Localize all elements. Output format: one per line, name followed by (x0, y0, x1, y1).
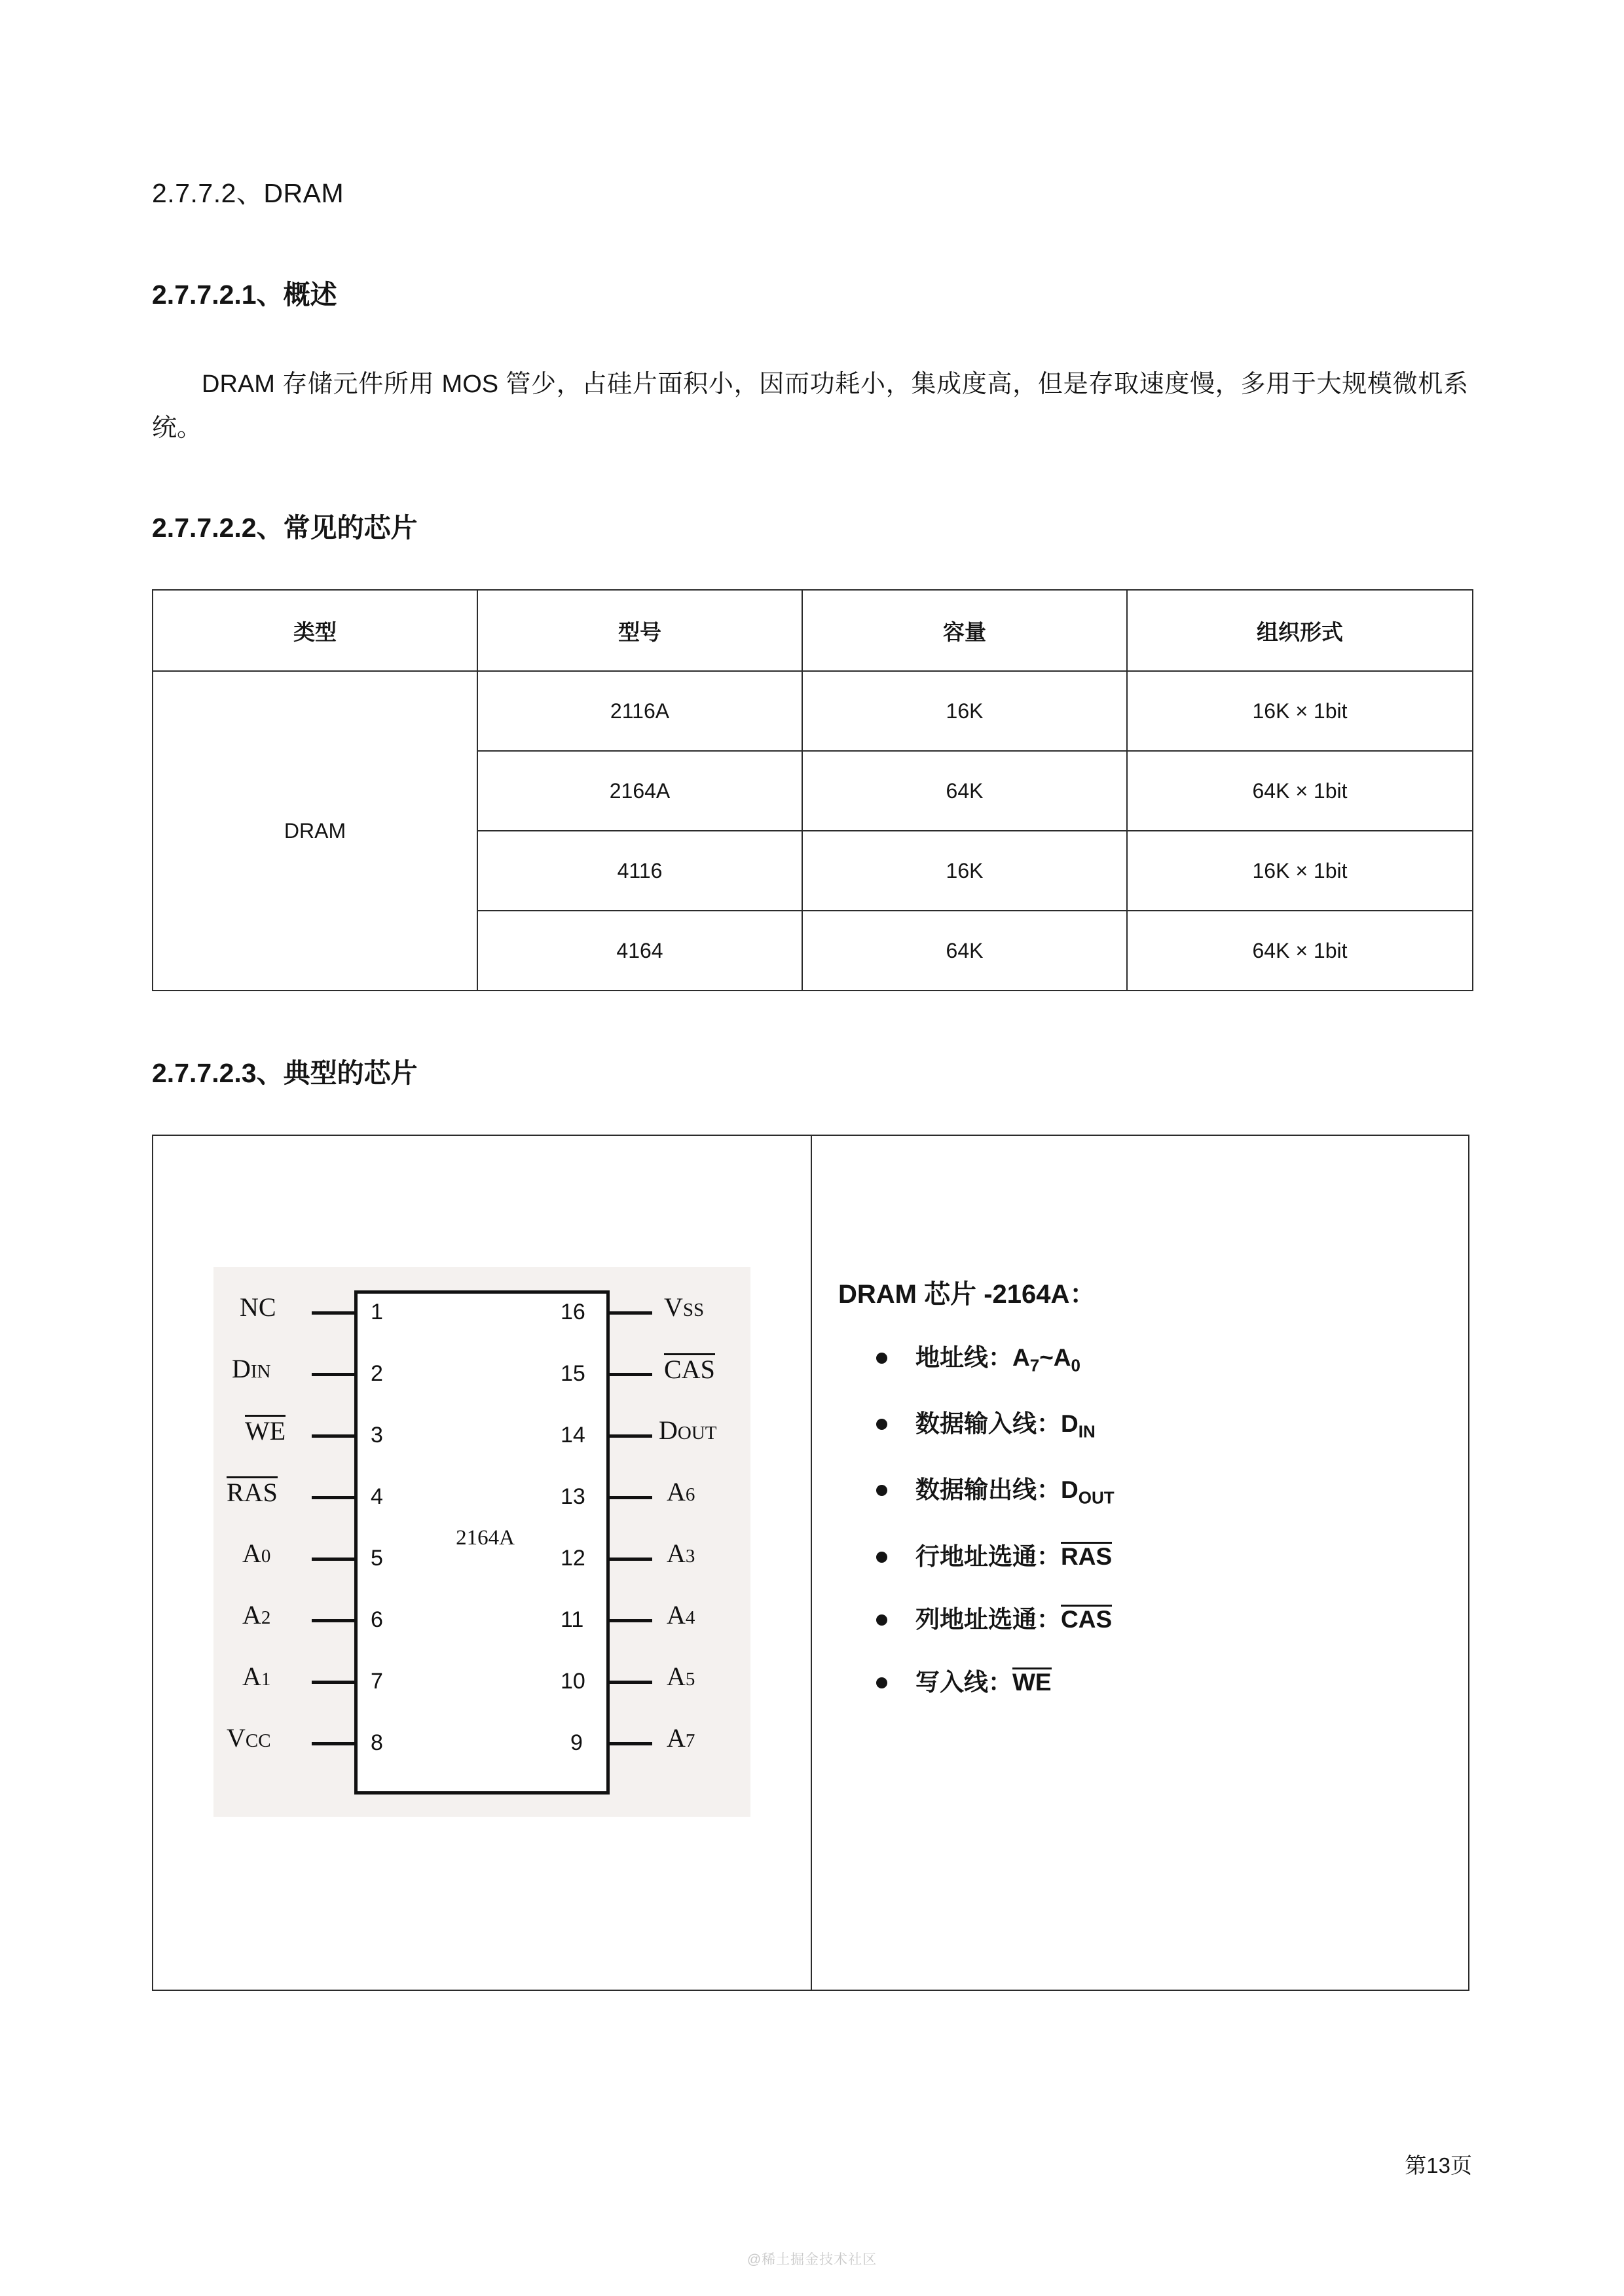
pin-lead-right-15 (606, 1373, 652, 1376)
pin-lead-right-9 (606, 1742, 652, 1745)
cell-model: 4164 (477, 911, 802, 991)
heading-typical-chips: 2.7.7.2.3、典型的芯片 (152, 1058, 418, 1088)
list-item-row-strobe: 行地址选通：RAS (838, 1541, 1468, 1573)
pin-number-2: 2 (371, 1361, 383, 1386)
bullet-dot-icon (876, 1485, 887, 1496)
list-item-col-strobe: 列地址选通：CAS (838, 1604, 1468, 1635)
bullet-dot-icon (876, 1614, 887, 1626)
cell-capacity: 64K (802, 751, 1127, 831)
page-content (152, 0, 1472, 1991)
pin-number-16: 16 (561, 1300, 585, 1324)
pin-number-7: 7 (371, 1669, 383, 1694)
cell-organization: 16K × 1bit (1127, 671, 1473, 751)
cell-organization: 16K × 1bit (1127, 831, 1473, 911)
bullet-dot-icon (876, 1552, 887, 1563)
pin-label-ras: RAS (227, 1478, 278, 1507)
pin-label-vss: VSS (664, 1292, 705, 1322)
cell-organization: 64K × 1bit (1127, 751, 1473, 831)
pin-lead-right-16 (606, 1311, 652, 1315)
table-header-row (153, 590, 1473, 671)
bullet-dot-icon (876, 1419, 887, 1430)
heading-common-chips: 2.7.7.2.2、常见的芯片 (152, 513, 418, 543)
watermark: @稀土掘金技术社区 (747, 2252, 877, 2267)
pin-label-cas: CAS (664, 1355, 715, 1384)
pin-label-din: DIN (232, 1354, 271, 1383)
cell-capacity: 16K (802, 831, 1127, 911)
bullet-dot-icon (876, 1353, 887, 1364)
figure-description-panel (812, 1136, 1468, 1990)
pin-lead-left-5 (312, 1558, 358, 1561)
pin-label-a2: A2 (242, 1600, 271, 1630)
pin-number-10: 10 (561, 1669, 585, 1694)
overview-paragraph (152, 363, 1468, 450)
overview-paragraph-text: DRAM 存储元件所用 MOS 管少，占硅片面积小，因而功耗小，集成度高，但是存取速度慢，多用于大规模微机系统。 (152, 371, 1468, 442)
cell-model: 4116 (477, 831, 802, 911)
list-item-data-output: 数据输出线：$D_{OUT}$ (838, 1474, 1468, 1509)
pin-number-9: 9 (570, 1730, 583, 1755)
list-item-data-input: 数据输入线：$D_{IN}$ (838, 1408, 1468, 1443)
page-number: 第13页 (1405, 2153, 1472, 2178)
pin-label-a4: A4 (667, 1600, 695, 1630)
figure-box (152, 1135, 1469, 1991)
pin-lead-left-4 (312, 1496, 358, 1499)
column-header-type: 类型 (153, 590, 477, 671)
pin-number-14: 14 (561, 1423, 585, 1448)
pin-label-a5: A5 (667, 1662, 695, 1691)
pin-lead-right-13 (606, 1496, 652, 1499)
pin-number-5: 5 (371, 1546, 383, 1571)
pin-number-13: 13 (561, 1484, 585, 1509)
pin-label-dout: DOUT (659, 1415, 717, 1445)
figure-title: DRAM 芯片 -2164A： (838, 1280, 1096, 1309)
pin-label-vcc: VCC (227, 1723, 271, 1753)
pin-number-15: 15 (561, 1361, 585, 1386)
pin-lead-left-2 (312, 1373, 358, 1376)
cell-organization: 64K × 1bit (1127, 911, 1473, 991)
column-header-model: 型号 (477, 590, 802, 671)
heading-dram: 2.7.7.2、DRAM (152, 178, 344, 208)
pin-number-8: 8 (371, 1730, 383, 1755)
list-item-write-line: 写入线：WE (838, 1667, 1468, 1698)
pin-lead-right-14 (606, 1434, 652, 1438)
pin-lead-right-11 (606, 1619, 652, 1622)
pin-number-6: 6 (371, 1607, 383, 1632)
pin-number-4: 4 (371, 1484, 383, 1509)
pin-label-a0: A0 (242, 1539, 271, 1568)
cell-capacity: 64K (802, 911, 1127, 991)
pin-lead-left-3 (312, 1434, 358, 1438)
pin-lead-left-1 (312, 1311, 358, 1315)
pin-label-a6: A6 (667, 1477, 695, 1506)
cell-model: 2116A (477, 671, 802, 751)
chip-part-label: 2164A (456, 1526, 515, 1550)
pin-lead-right-12 (606, 1558, 652, 1561)
bullet-dot-icon (876, 1677, 887, 1688)
chip-diagram (213, 1267, 750, 1817)
chips-table (152, 589, 1473, 991)
pin-label-a7: A7 (667, 1723, 695, 1753)
pin-lead-right-10 (606, 1681, 652, 1684)
pin-label-a3: A3 (667, 1539, 695, 1568)
pin-lead-left-7 (312, 1681, 358, 1684)
column-header-capacity: 容量 (802, 590, 1127, 671)
pin-number-1: 1 (371, 1300, 383, 1324)
cell-type-dram: DRAM (153, 671, 477, 991)
figure-bullet-list (838, 1342, 1468, 1698)
pin-lead-left-8 (312, 1742, 358, 1745)
cell-model: 2164A (477, 751, 802, 831)
pin-lead-left-6 (312, 1619, 358, 1622)
pin-number-11: 11 (561, 1607, 584, 1632)
table-row (153, 671, 1473, 751)
pin-number-12: 12 (561, 1546, 585, 1571)
pin-label-a1: A1 (242, 1662, 271, 1691)
column-header-organization: 组织形式 (1127, 590, 1473, 671)
pin-label-we: WE (245, 1416, 286, 1446)
cell-capacity: 16K (802, 671, 1127, 751)
pin-label-nc: NC (240, 1292, 276, 1322)
list-item-address-lines: 地址线：$A_7\sim A_0$ (838, 1342, 1468, 1377)
figure-pinout-panel (153, 1136, 812, 1990)
heading-overview: 2.7.7.2.1、概述 (152, 280, 337, 310)
pin-number-3: 3 (371, 1423, 383, 1448)
